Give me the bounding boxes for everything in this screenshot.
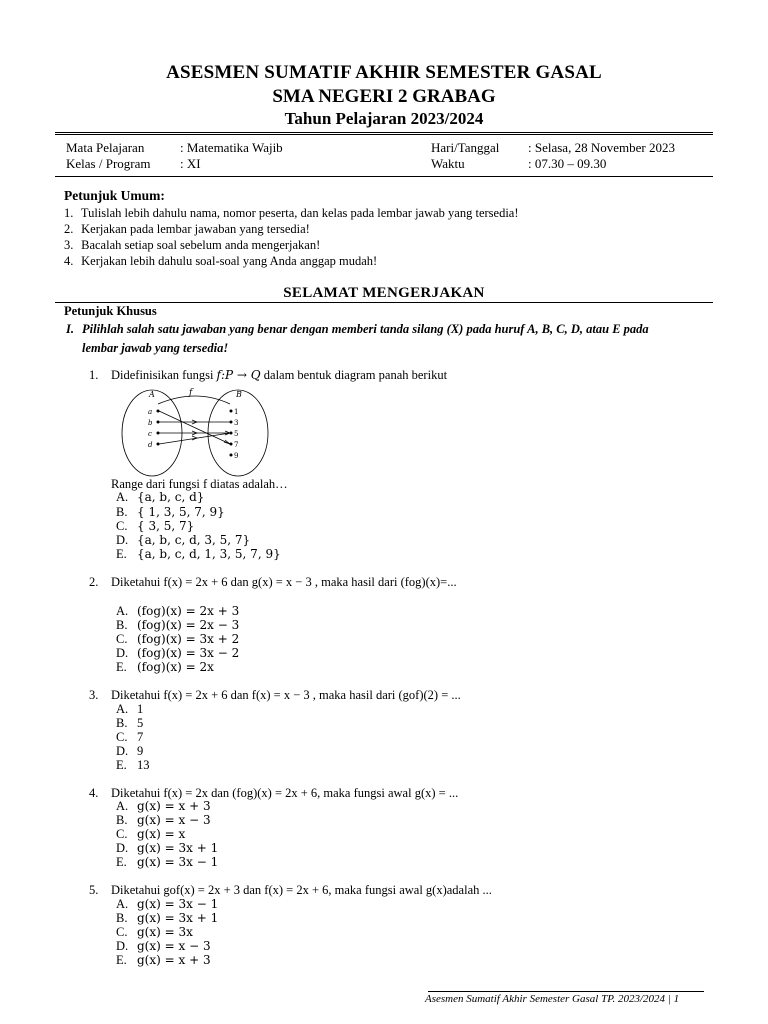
petunjuk-umum-item xyxy=(64,238,320,253)
question-3-option xyxy=(116,758,150,773)
item-text: Kerjakan lebih dahulu soal-soal yang Anda anggap mudah! xyxy=(81,254,378,268)
question-4-option xyxy=(116,827,185,842)
question-1-subtext: Range dari fungsi f diatas adalah… xyxy=(111,477,288,491)
option-text: {a, b, c, d} xyxy=(137,490,205,504)
f-label: f xyxy=(189,388,193,398)
option-label: C. xyxy=(116,827,128,841)
option-text: {a, b, c, d, 3, 5, 7} xyxy=(137,533,251,547)
footer-rule xyxy=(428,991,704,992)
question-1-stem xyxy=(89,368,447,383)
petunjuk-umum-item xyxy=(64,222,310,237)
question-number: 2. xyxy=(89,575,99,589)
mapel-value: : Matematika Wajib xyxy=(180,140,283,155)
question-number: 5. xyxy=(89,883,99,897)
stem-text: Diketahui f(x) = 2x + 6 dan g(x) = x − 3 , maka hasil dari (fog)(x)=... xyxy=(111,575,457,589)
question-5-option xyxy=(116,911,218,926)
hari-label: Hari/Tanggal xyxy=(431,140,500,155)
question-4-option xyxy=(116,813,211,828)
option-text: g(x) = 3x + 1 xyxy=(137,841,219,855)
item-number: 4. xyxy=(64,254,74,268)
option-text: {a, b, c, d, 1, 3, 5, 7, 9} xyxy=(137,547,281,561)
codomain-point xyxy=(230,454,233,457)
question-1-option xyxy=(116,533,250,548)
question-2-option xyxy=(116,604,239,619)
petunjuk-khusus-text xyxy=(66,320,716,358)
exam-title: ASESMEN SUMATIF AKHIR SEMESTER GASAL xyxy=(166,62,602,83)
hari-value: : Selasa, 28 November 2023 xyxy=(528,140,675,155)
domain-label: a xyxy=(148,408,153,416)
option-label: A. xyxy=(116,702,129,716)
option-label: D. xyxy=(116,646,129,660)
option-label: B. xyxy=(116,505,128,519)
question-1-option xyxy=(116,490,204,505)
question-number: 1. xyxy=(89,368,99,382)
option-text: { 1, 3, 5, 7, 9} xyxy=(137,505,225,519)
stem-text: Didefinisikan fungsi xyxy=(111,368,217,382)
option-text: (fog)(x) = 3x − 2 xyxy=(137,646,240,660)
option-label: D. xyxy=(116,939,129,953)
academic-year: Tahun Pelajaran 2023/2024 xyxy=(284,109,484,128)
option-label: E. xyxy=(116,953,127,967)
section-rule xyxy=(55,302,713,303)
option-text: 13 xyxy=(137,758,150,772)
codomain-label: 5 xyxy=(234,430,239,438)
option-label: B. xyxy=(116,911,128,925)
option-text: g(x) = x xyxy=(137,827,186,841)
waktu-label: Waktu xyxy=(431,156,465,171)
option-label: D. xyxy=(116,744,129,758)
stem-text: Diketahui f(x) = 2x + 6 dan f(x) = x − 3 , maka hasil dari (gof)(2) = ... xyxy=(111,688,461,702)
question-3-option xyxy=(116,716,143,731)
question-number: 4. xyxy=(89,786,99,800)
arrowhead xyxy=(224,440,230,444)
option-label: E. xyxy=(116,758,127,772)
codomain-label: 1 xyxy=(234,408,239,416)
option-text: g(x) = x + 3 xyxy=(137,953,211,967)
question-4-option xyxy=(116,855,218,870)
item-number: 2. xyxy=(64,222,74,236)
option-label: E. xyxy=(116,855,127,869)
option-label: A. xyxy=(116,490,129,504)
petunjuk-umum-title: Petunjuk Umum: xyxy=(64,188,165,203)
question-2-option xyxy=(116,632,239,647)
option-label: B. xyxy=(116,618,128,632)
option-text: (fog)(x) = 2x − 3 xyxy=(137,618,240,632)
question-3-option xyxy=(116,744,143,759)
option-text: g(x) = x + 3 xyxy=(137,799,211,813)
mapping-arrow xyxy=(159,433,230,444)
option-text: g(x) = x − 3 xyxy=(137,939,211,953)
option-label: E. xyxy=(116,660,127,674)
option-text: g(x) = 3x − 1 xyxy=(137,897,219,911)
question-1-option xyxy=(116,519,194,534)
question-2-stem xyxy=(89,575,457,590)
page-footer: Asesmen Sumatif Akhir Semester Gasal TP. 2023/2024 | 1 xyxy=(425,993,680,1005)
set-a-label: A xyxy=(149,390,155,399)
petunjuk-khusus-title: Petunjuk Khusus xyxy=(64,304,157,318)
question-3-stem xyxy=(89,688,461,703)
header-rule-top xyxy=(55,132,713,133)
codomain-label: 3 xyxy=(234,419,239,427)
option-label: A. xyxy=(116,604,129,618)
set-b-label: B xyxy=(236,390,242,399)
option-text: g(x) = 3x − 1 xyxy=(137,855,219,869)
petunjuk-umum-item xyxy=(64,206,519,221)
item-text: Kerjakan pada lembar jawaban yang tersedia! xyxy=(81,222,310,236)
question-2-option xyxy=(116,660,214,675)
option-text: (fog)(x) = 2x xyxy=(137,660,214,674)
option-label: C. xyxy=(116,519,128,533)
codomain-label: 9 xyxy=(234,452,239,460)
option-label: D. xyxy=(116,533,129,547)
option-label: C. xyxy=(116,925,128,939)
item-text: Bacalah setiap soal sebelum anda mengerjakan! xyxy=(81,238,321,252)
option-label: E. xyxy=(116,547,127,561)
question-1-option xyxy=(116,547,281,562)
option-text: 5 xyxy=(137,716,144,730)
petunjuk-umum-item xyxy=(64,254,377,269)
question-4-option xyxy=(116,841,218,856)
question-number: 3. xyxy=(89,688,99,702)
option-label: D. xyxy=(116,841,129,855)
instruction-line-2: lembar jawab yang tersedia! xyxy=(82,341,229,355)
option-text: g(x) = 3x + 1 xyxy=(137,911,219,925)
roman-numeral: I. xyxy=(66,322,74,336)
question-5-option xyxy=(116,897,218,912)
waktu-value: : 07.30 – 09.30 xyxy=(528,156,607,171)
stem-text: Diketahui gof(x) = 2x + 3 dan f(x) = 2x + 6, maka fungsi awal g(x)adalah ... xyxy=(111,883,492,897)
question-1-option xyxy=(116,505,225,520)
question-5-option xyxy=(116,925,193,940)
item-number: 3. xyxy=(64,238,74,252)
option-text: (fog)(x) = 3x + 2 xyxy=(137,632,240,646)
option-label: C. xyxy=(116,730,128,744)
question-5-option xyxy=(116,939,211,954)
header-rule-top-2 xyxy=(55,134,713,135)
question-2-option xyxy=(116,646,239,661)
option-text: 7 xyxy=(137,730,144,744)
stem-math: f:P → Q xyxy=(216,368,261,382)
option-text: 1 xyxy=(137,702,144,716)
option-label: C. xyxy=(116,632,128,646)
item-text: Tulislah lebih dahulu nama, nomor peserta, dan kelas pada lembar jawab yang tersedia! xyxy=(80,206,519,220)
arrow-diagram xyxy=(118,386,278,478)
question-3-option xyxy=(116,730,143,745)
school-name: SMA NEGERI 2 GRABAG xyxy=(272,86,496,107)
question-3-option xyxy=(116,702,143,717)
option-label: B. xyxy=(116,716,128,730)
option-text: g(x) = 3x xyxy=(137,925,193,939)
selamat-mengerjakan-heading: SELAMAT MENGERJAKAN xyxy=(283,285,485,301)
stem-text: Diketahui f(x) = 2x dan (fog)(x) = 2x + 6, maka fungsi awal g(x) = ... xyxy=(111,786,459,800)
codomain-point xyxy=(230,410,233,413)
mapel-label: Mata Pelajaran xyxy=(66,140,145,155)
option-label: B. xyxy=(116,813,128,827)
question-5-stem xyxy=(89,883,492,898)
option-text: { 3, 5, 7} xyxy=(137,519,195,533)
domain-label: d xyxy=(148,441,153,449)
domain-label: c xyxy=(148,430,152,438)
domain-label: b xyxy=(148,419,153,427)
option-label: A. xyxy=(116,799,129,813)
question-2-option xyxy=(116,618,239,633)
arrowhead xyxy=(192,436,197,440)
item-number: 1. xyxy=(64,206,74,220)
option-text: g(x) = x − 3 xyxy=(137,813,211,827)
kelas-label: Kelas / Program xyxy=(66,156,151,171)
option-text: (fog)(x) = 2x + 3 xyxy=(137,604,240,618)
header-rule-bottom xyxy=(55,176,713,177)
option-text: 9 xyxy=(137,744,144,758)
stem-text-2: dalam bentuk diagram panah berikut xyxy=(260,368,448,382)
instruction-line-1: Pilihlah salah satu jawaban yang benar dengan memberi tanda silang (X) pada huruf A, B, C, D, atau E pada xyxy=(82,322,649,336)
question-5-option xyxy=(116,953,211,968)
question-4-option xyxy=(116,799,211,814)
kelas-value: : XI xyxy=(180,156,201,171)
option-label: A. xyxy=(116,897,129,911)
codomain-label: 7 xyxy=(234,441,239,449)
